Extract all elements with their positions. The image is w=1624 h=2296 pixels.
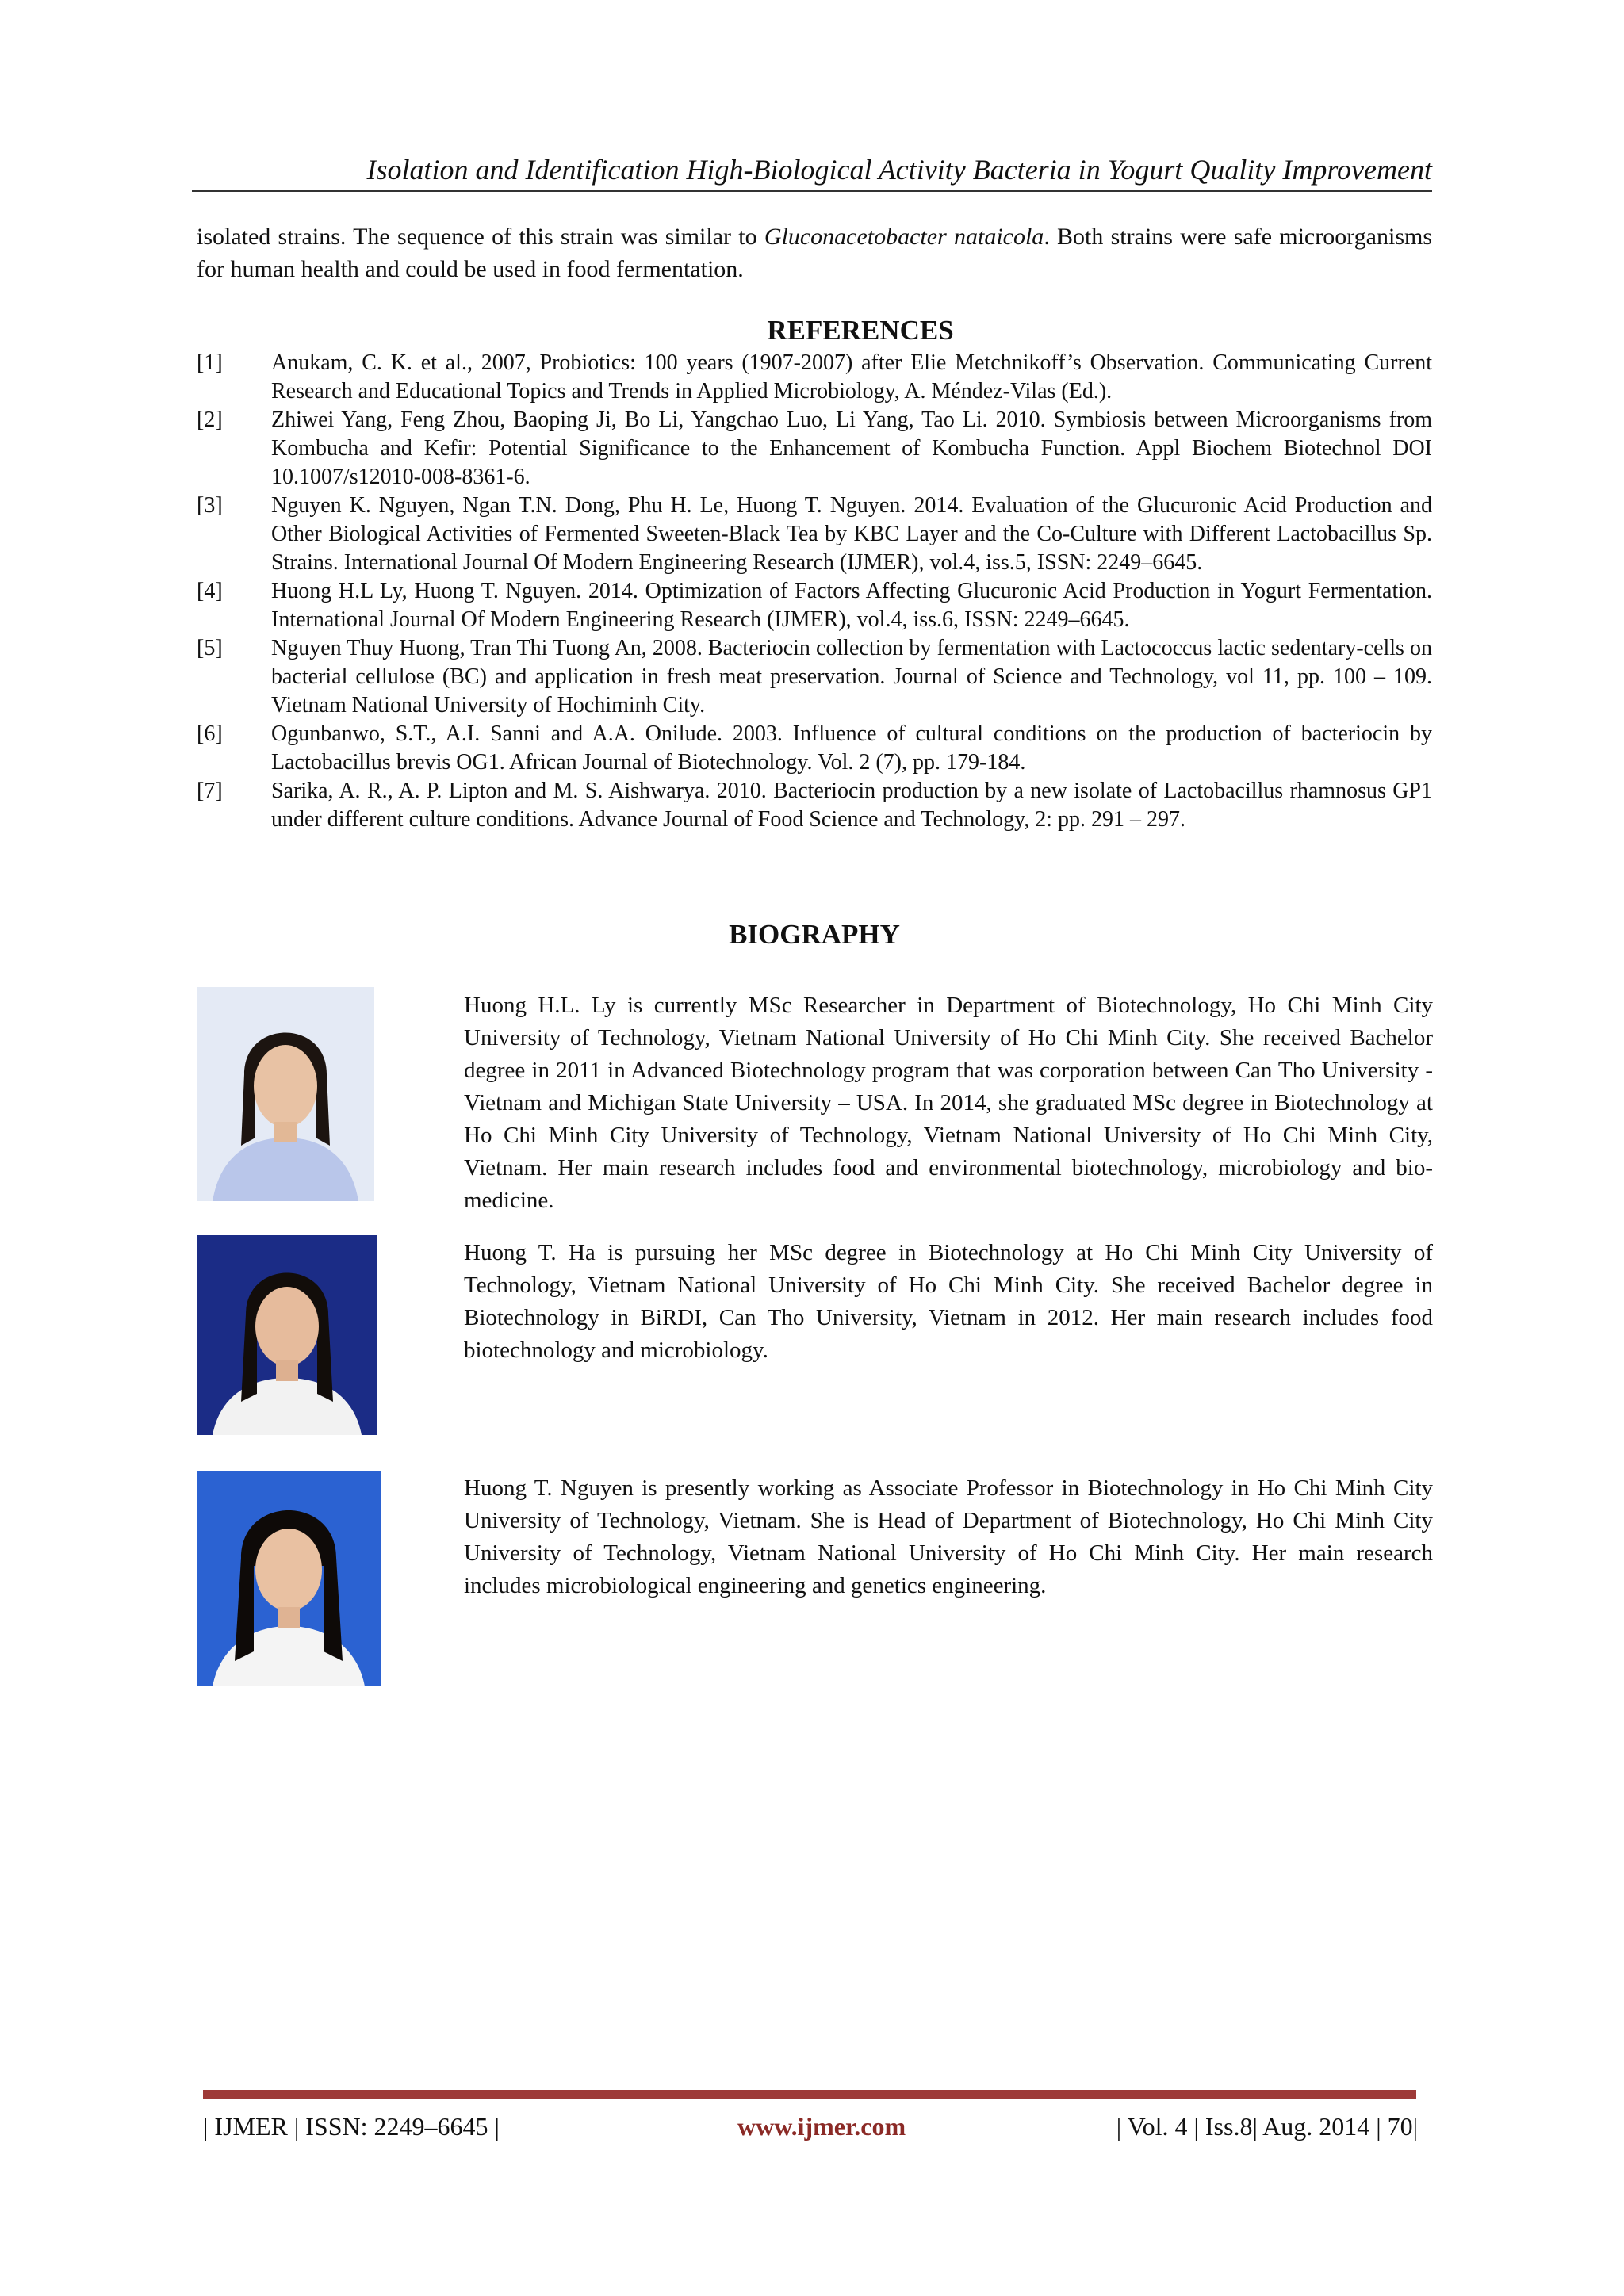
footer-volume-page: | Vol. 4 | Iss.8| Aug. 2014 | 70|: [1116, 2112, 1418, 2141]
author-photo-ha: [197, 1235, 377, 1435]
reference-number: [6]: [197, 721, 223, 746]
biography-ly: Huong H.L. Ly is currently MSc Researcher in Department of Biotechnology, Ho Chi Minh City University of Technology, Vietnam National University of Ho Chi Minh City. She received Bachelor degree in 2011 in Advanced Biotechnology program that was corporation between Can Tho University - Vietnam and Michigan State University – USA. In 2014, she graduated MSc degree in Biotechnology at Ho Chi Minh City University of Technology, Vietnam National University of Ho Chi Minh City, Vietnam. Her main research includes food and environmental biotechnology, microbiology and bio-medicine.: [464, 993, 1433, 1213]
author-photo-nguyen: [197, 1471, 381, 1686]
footer-rule: [203, 2090, 1416, 2099]
running-header: Isolation and Identification High-Biological Activity Bacteria in Yogurt Quality Improvement: [366, 154, 1432, 186]
biography-heading: BIOGRAPHY: [729, 919, 900, 950]
reference-item: [197, 406, 1432, 492]
biography-ha: Huong T. Ha is pursuing her MSc degree in Biotechnology at Ho Chi Minh City University of Technology, Vietnam National University of Ho Chi Minh City. She received Bachelor degree in Biotechnology in BiRDI, Can Tho University, Vietnam in 2012. Her main research includes food biotechnology and microbiology.: [464, 1240, 1433, 1363]
references-heading: REFERENCES: [767, 315, 954, 346]
conclusion-text-end: . Both strains were safe microorganisms for human health and could be used in food fermentation.: [197, 224, 1432, 282]
header-rule: [192, 190, 1432, 192]
portrait-icon: [197, 1235, 377, 1435]
reference-item: [197, 777, 1432, 834]
reference-number: [5]: [197, 636, 223, 660]
footer-website-link[interactable]: www.ijmer.com: [737, 2112, 906, 2141]
reference-item: [197, 577, 1432, 634]
reference-number: [4]: [197, 579, 223, 603]
reference-item: [197, 349, 1432, 406]
reference-number: [2]: [197, 408, 223, 432]
biography-nguyen: Huong T. Nguyen is presently working as Associate Professor in Biotechnology in Ho Chi Minh City University of Technology, Vietnam. She is Head of Department of Biotechnology, Ho Chi Minh City University of Technology, Vietnam National University of Ho Chi Minh City. Her main research includes microbiological engineering and genetics engineering.: [464, 1475, 1433, 1598]
conclusion-paragraph: [197, 220, 1432, 285]
references-list: [197, 349, 1432, 834]
reference-number: [3]: [197, 493, 223, 518]
reference-text: Anukam, C. K. et al., 2007, Probiotics: 100 years (1907-2007) after Elie Metchnikoff’s Observation. Communicating Current Research and Educational Topics and Trends in Applied Microbiology, A. Méndez-Vilas (Ed.).: [271, 350, 1432, 404]
reference-text: Sarika, A. R., A. P. Lipton and M. S. Aishwarya. 2010. Bacteriocin production by a new isolate of Lactobacillus rhamnosus GP1 under different culture conditions. Advance Journal of Food Science and Technology, 2: pp. 291 – 297.: [271, 779, 1432, 832]
reference-item: [197, 634, 1432, 720]
reference-item: [197, 720, 1432, 777]
conclusion-text-start: isolated strains. The sequence of this strain was similar to: [197, 224, 764, 250]
conclusion-species-name: Gluconacetobacter nataicola: [764, 224, 1044, 250]
reference-text: Nguyen K. Nguyen, Ngan T.N. Dong, Phu H. Le, Huong T. Nguyen. 2014. Evaluation of the Glucuronic Acid Production and Other Biological Activities of Fermented Sweeten-Black Tea by KBC Layer and the Co-Culture with Different Lactobacillus Sp. Strains. International Journal Of Modern Engineering Research (IJMER), vol.4, iss.5, ISSN: 2249–6645.: [271, 493, 1432, 575]
author-photo-ly: [197, 987, 374, 1201]
portrait-icon: [197, 987, 374, 1201]
reference-text: Huong H.L Ly, Huong T. Nguyen. 2014. Optimization of Factors Affecting Glucuronic Acid Production in Yogurt Fermentation. International Journal Of Modern Engineering Research (IJMER), vol.4, iss.6, ISSN: 2249–6645.: [271, 579, 1432, 632]
reference-item: [197, 492, 1432, 577]
footer-journal-issn: | IJMER | ISSN: 2249–6645 |: [203, 2112, 500, 2141]
reference-number: [1]: [197, 350, 223, 375]
reference-text: Nguyen Thuy Huong, Tran Thi Tuong An, 2008. Bacteriocin collection by fermentation with Lactococcus lactic sedentary-cells on bacterial cellulose (BC) and application in fresh meat preservation. Journal of Science and Technology, vol 11, pp. 100 – 109. Vietnam National University of Hochiminh City.: [271, 636, 1432, 718]
reference-text: Ogunbanwo, S.T., A.I. Sanni and A.A. Onilude. 2003. Influence of cultural conditions on the production of bacteriocin by Lactobacillus brevis OG1. African Journal of Biotechnology. Vol. 2 (7), pp. 179-184.: [271, 721, 1432, 775]
reference-text: Zhiwei Yang, Feng Zhou, Baoping Ji, Bo Li, Yangchao Luo, Li Yang, Tao Li. 2010. Symbiosis between Microorganisms from Kombucha and Kefir: Potential Significance to the Enhancement of Kombucha Function. Appl Biochem Biotechnol DOI 10.1007/s12010-008-8361-6.: [271, 408, 1432, 489]
reference-number: [7]: [197, 779, 223, 803]
portrait-icon: [197, 1471, 381, 1686]
